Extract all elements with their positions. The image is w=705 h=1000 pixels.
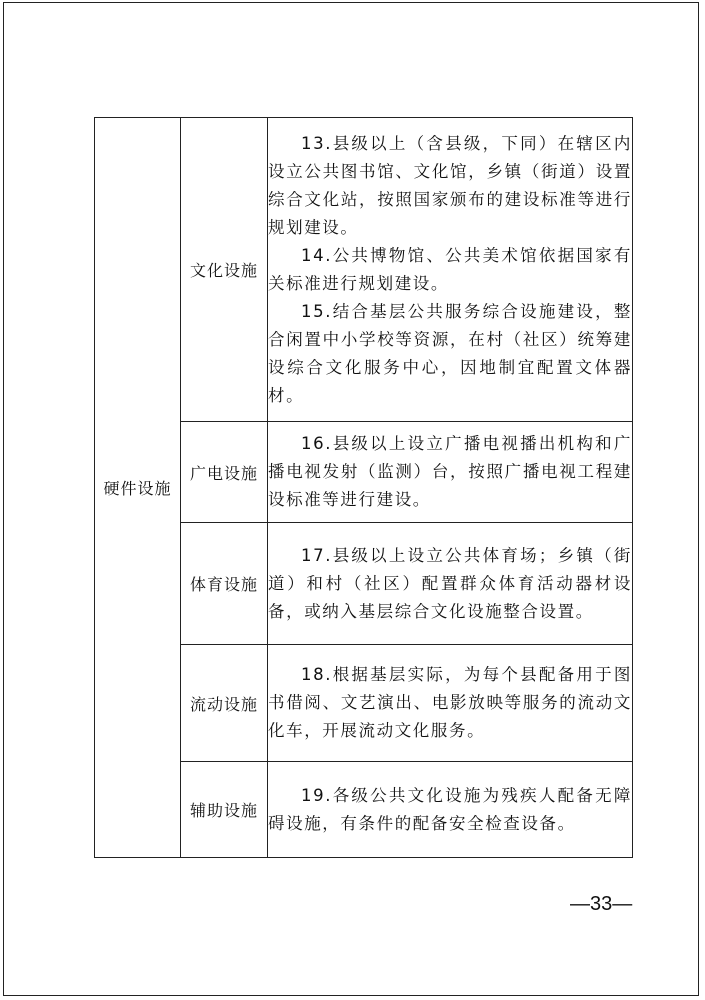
subcategory-cell: 文化设施: [181, 118, 268, 422]
subcategory-cell: 广电设施: [181, 422, 268, 523]
page-number: —33—: [570, 893, 633, 915]
standards-table: [94, 117, 633, 858]
clause-18: 18.根据基层实际，为每个县配备用于图书借阅、文艺演出、电影放映等服务的流动文化车，开展流动文化服务。: [268, 665, 632, 740]
clause-16: 16.县级以上设立广播电视播出机构和广播电视发射（监测）台，按照广播电视工程建设标准等进行建设。: [268, 434, 632, 509]
content-cell: [268, 762, 633, 858]
content-cell: [268, 118, 633, 422]
clause-17: 17.县级以上设立公共体育场；乡镇（街道）和村（社区）配置群众体育活动器材设备，或纳入基层综合文化设施整合设置。: [268, 545, 632, 621]
subcategory-cell: 体育设施: [181, 523, 268, 645]
clause-13: 13.县级以上（含县级，下同）在辖区内设立公共图书馆、文化馆，乡镇（街道）设置综合文化站，按照国家颁布的建设标准等进行规划建设。: [268, 133, 632, 237]
subcategory-cell: 流动设施: [181, 645, 268, 762]
table-row: [95, 118, 633, 422]
content-cell: [268, 422, 633, 523]
clause-15: 15.结合基层公共服务综合设施建设，整合闲置中小学校等资源，在村（社区）统筹建设综合文化服务中心，因地制宜配置文体器材。: [268, 301, 632, 405]
clause-14: 14.公共博物馆、公共美术馆依据国家有关标准进行规划建设。: [268, 245, 632, 293]
subcategory-cell: 辅助设施: [181, 762, 268, 858]
content-cell: [268, 645, 633, 762]
category-cell: 硬件设施: [95, 118, 181, 858]
content-cell: [268, 523, 633, 645]
clause-19: 19.各级公共文化设施为残疾人配备无障碍设施，有条件的配备安全检查设备。: [268, 785, 632, 833]
